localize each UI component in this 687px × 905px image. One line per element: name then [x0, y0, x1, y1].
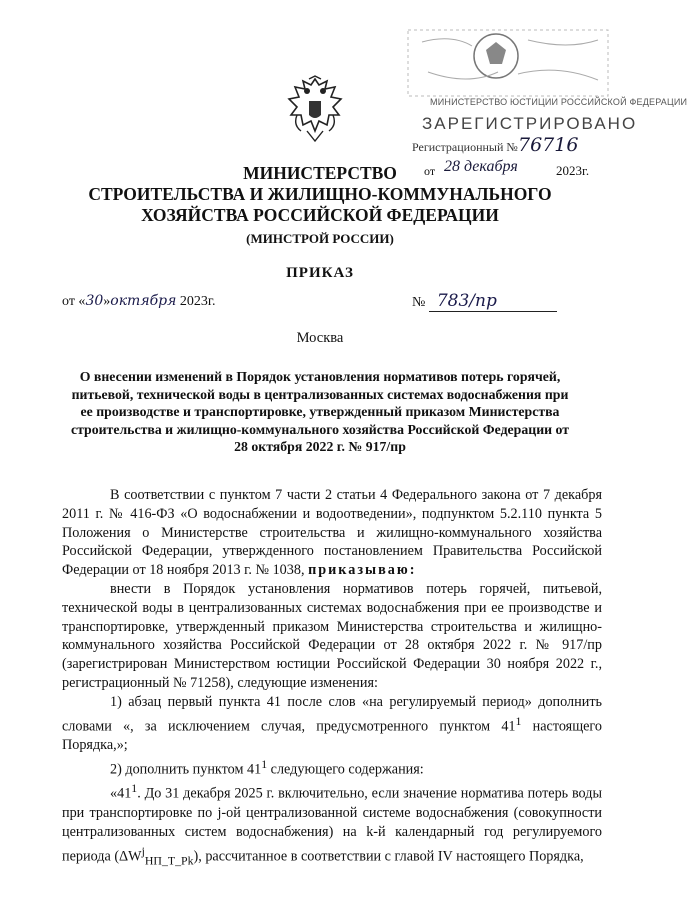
date-mid: » — [103, 294, 111, 309]
number-value: 783/пр — [429, 291, 557, 312]
stamp-date-year: 2023г. — [556, 163, 590, 178]
ministry-title-line2: СТРОИТЕЛЬСТВА И ЖИЛИЩНО-КОММУНАЛЬНОГО — [88, 184, 552, 204]
date-month: октября — [110, 293, 177, 309]
coat-of-arms-icon — [283, 75, 347, 145]
item-1-sup: 1 — [515, 713, 522, 728]
formula-sub: НП_Т_Pk — [144, 853, 194, 868]
registration-stamp — [408, 22, 687, 178]
paragraph-amend: внести в Порядок установления нормативов потерь горячей, питьевой, технической воды в централизованных системах водоснабжения при ее производстве и транспортировке, утвержденный приказом Министерства строительства и жилищно-коммунального хозяйства Российской Федерации от 28 октября 2022 г. № 917/пр (зарегистрирован Министерством юстиции Российской Федерации 30 ноября 2022 г., регистрационный № 71258), следующие изменения: — [62, 580, 602, 691]
ministry-short-name: (МИНСТРОЙ РОССИИ) — [246, 231, 394, 246]
item-1-text-a: 1) абзац первый пункта 41 после слов «на регулируемый период» дополнить словами «, за исключением случая, предусмотренного пунктом 41 — [62, 693, 602, 735]
stamp-ministry-line: МИНИСТЕРСТВО ЮСТИЦИИ РОССИЙСКОЙ ФЕДЕРАЦИИ — [430, 97, 687, 107]
date-day: 30 — [85, 293, 104, 309]
stamp-date-handwritten: 28 декабря — [444, 158, 518, 175]
number-label: № — [412, 295, 426, 310]
stamp-emblem-icon — [408, 22, 613, 102]
document-type: ПРИКАЗ — [286, 265, 354, 281]
order-title: О внесении изменений в Порядок установления нормативов потерь горячей, питьевой, технической воды в централизованных системах водоснабжения при ее производстве и транспортировке, утвержденный приказом Министерства строительства и жилищно-коммунального хозяйства Российской Федерации от 28 октября 2022 г. № 917/пр — [70, 369, 570, 455]
stamp-date-prefix: от — [424, 164, 436, 178]
date-year: 2023г. — [179, 294, 216, 309]
stamp-reg-label: Регистрационный № — [412, 140, 518, 154]
stamp-reg-number: 76716 — [518, 134, 579, 156]
stamp-registered-label: ЗАРЕГИСТРИРОВАНО — [422, 114, 638, 133]
item-2-text-a: 2) дополнить пунктом 41 — [110, 761, 262, 778]
order-body — [62, 486, 602, 870]
order-word: приказываю: — [308, 562, 417, 579]
paragraph-item-2 — [62, 755, 602, 780]
date-prefix: от « — [62, 294, 86, 309]
item-2-sup: 1 — [261, 756, 268, 771]
order-date — [62, 293, 216, 310]
item-2-text-b: следующего содержания: — [267, 761, 424, 778]
paragraph-basis-text: В соответствии с пунктом 7 части 2 статьи 4 Федерального закона от 7 декабря 2011 г. № 416-ФЗ «О водоснабжении и водоотведении», подпунктом 5.2.110 пункта 5 Положения о Министерстве строительства и жилищно-коммунального хозяйства Российской Федерации, утвержденного постановлением Правительства Российской Федерации от 18 ноября 2013 г. № 1038, — [62, 487, 602, 579]
city: Москва — [296, 330, 344, 346]
item-41-1-text-b: . До 31 декабря 2025 г. включительно, если значение норматива потерь воды при транспортировке по j-ой централизованной системе водоснабжения (совокупности централизованных систем водоснабжения) на k-й календарный год регулируемого периода (ΔW — [62, 786, 602, 865]
item-41-1-text-c: ), рассчитанное в соответствии с главой IV настоящего Порядка, — [193, 848, 584, 865]
item-41-1-text-a: «41 — [110, 786, 132, 803]
ministry-title-line1: МИНИСТЕРСТВО — [243, 163, 397, 183]
ministry-title-line3: ХОЗЯЙСТВА РОССИЙСКОЙ ФЕДЕРАЦИИ — [141, 205, 499, 225]
paragraph-item-1 — [62, 693, 602, 755]
formula-sup-j: j — [141, 843, 145, 858]
item-1-text-b: настоящего Порядка,»; — [62, 718, 602, 754]
paragraph-basis — [62, 486, 602, 580]
paragraph-item-41-1 — [62, 779, 602, 869]
item-41-1-sup: 1 — [131, 781, 138, 796]
order-number — [412, 291, 557, 312]
